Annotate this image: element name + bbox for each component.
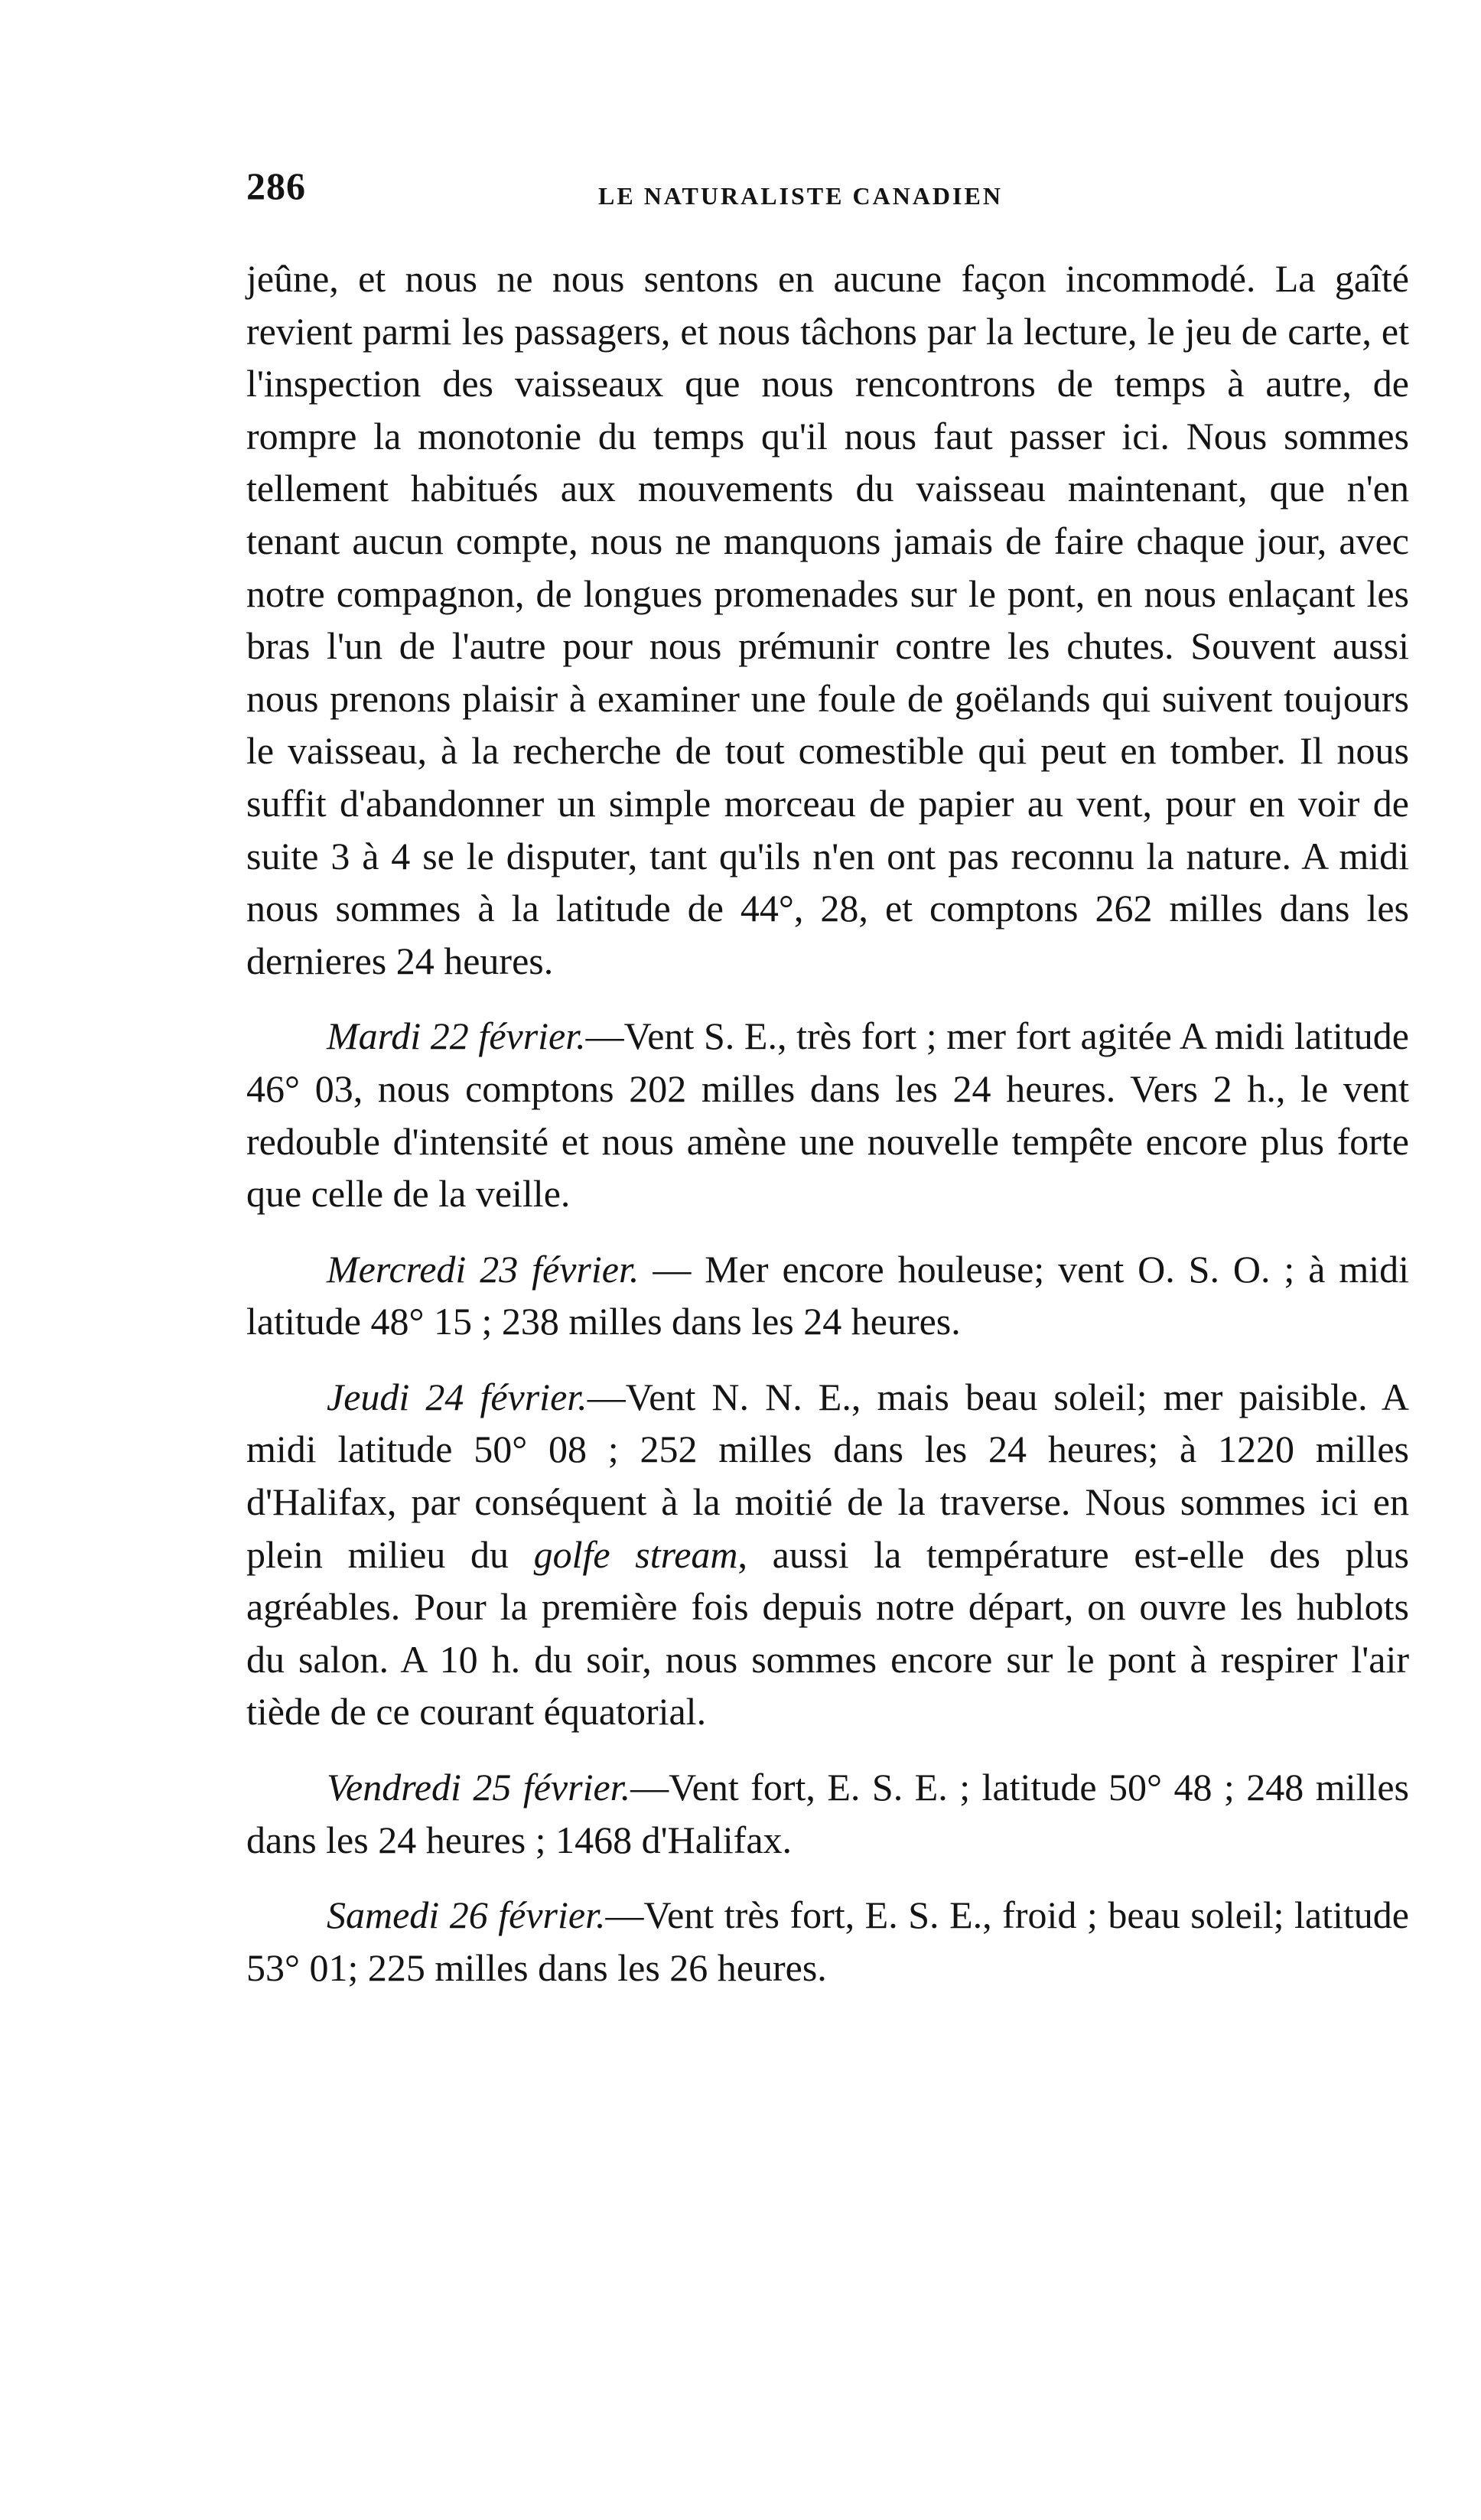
paragraph-text: —Vent fort, E. S. E. ; latitude 50° 48 ; 248 milles dans les 24 heures ; 1468 d'Halifax. — [246, 1766, 1409, 1861]
entry-date: Jeudi 24 février. — [327, 1375, 588, 1418]
paragraph-vendredi — [246, 1761, 1409, 1866]
paragraph-text: —Vent N. N. E., mais beau soleil; mer paisible. A midi latitude 50° 08 ; 252 milles dans les 24 heures; à 1220 milles d'Halifax, par conséquent à la moitié de la traverse. Nous sommes ici en plein milieu du — [246, 1375, 1410, 1576]
paragraph-jeudi — [246, 1371, 1409, 1738]
paragraph-continuation — [246, 252, 1409, 987]
running-title: LE NATURALISTE CANADIEN — [598, 182, 1003, 210]
paragraph-mercredi — [246, 1243, 1409, 1348]
body-text — [246, 252, 1409, 1994]
paragraph-text: —Vent très fort, E. S. E., froid ; beau soleil; latitude 53° 01; 225 milles dans les 26 heures. — [246, 1893, 1409, 1989]
page-header — [246, 164, 1409, 225]
paragraph-text: — Mer encore houleuse; vent O. S. O. ; à midi latitude 48° 15 ; 238 milles dans les 24 heures. — [246, 1247, 1409, 1343]
entry-date: Samedi 26 février. — [327, 1893, 606, 1937]
paragraph-text: , aussi la température est-elle des plus agréables. Pour la première fois depuis notre départ, on ouvre les hublots du salon. A 10 h. du soir, nous sommes encore sur le pont à respirer l'air tiède de ce courant équatorial. — [246, 1532, 1410, 1734]
entry-date: Mardi 22 février. — [327, 1014, 586, 1058]
paragraph-mardi — [246, 1010, 1409, 1219]
italic-term: golfe stream — [533, 1532, 738, 1576]
entry-date: Vendredi 25 février. — [327, 1766, 631, 1809]
page-number: 286 — [246, 164, 306, 207]
paragraph-text: jeûne, et nous ne nous sentons en aucune façon incommodé. La gaîté revient parmi les passagers, et nous tâchons par la lecture, le jeu de carte, et l'inspection des vaisseaux que nous rencontrons de temps à autre, de rompre la monotonie du temps qu'il nous faut passer ici. Nous sommes tellement habitués aux mouvements du vaisseau maintenant, que n'en tenant aucun compte, nous ne manquons jamais de faire chaque jour, avec notre compagnon, de longues promenades sur le pont, en nous enlaçant les bras l'un de l'autre pour nous prémunir contre les chutes. Souvent aussi nous prenons plaisir à examiner une foule de goëlands qui suivent toujours le vaisseau, à la recherche de tout comestible qui peut en tomber. Il nous suffit d'abandonner un simple morceau de papier au vent, pour en voir de suite 3 à 4 se le disputer, tant qu'ils n'en ont pas reconnu la nature. A midi nous sommes à la latitude de 44°, 28, et comptons 262 milles dans les dernieres 24 heures. — [246, 257, 1409, 982]
paragraph-text: —Vent S. E., très fort ; mer fort agitée A midi latitude 46° 03, nous comptons 202 milles dans les 24 heures. Vers 2 h., le vent redouble d'intensité et nous amène une nouvelle tempête encore plus forte que celle de la veille. — [246, 1014, 1409, 1216]
entry-date: Mercredi 23 février. — [327, 1247, 640, 1291]
paragraph-samedi — [246, 1889, 1409, 1994]
